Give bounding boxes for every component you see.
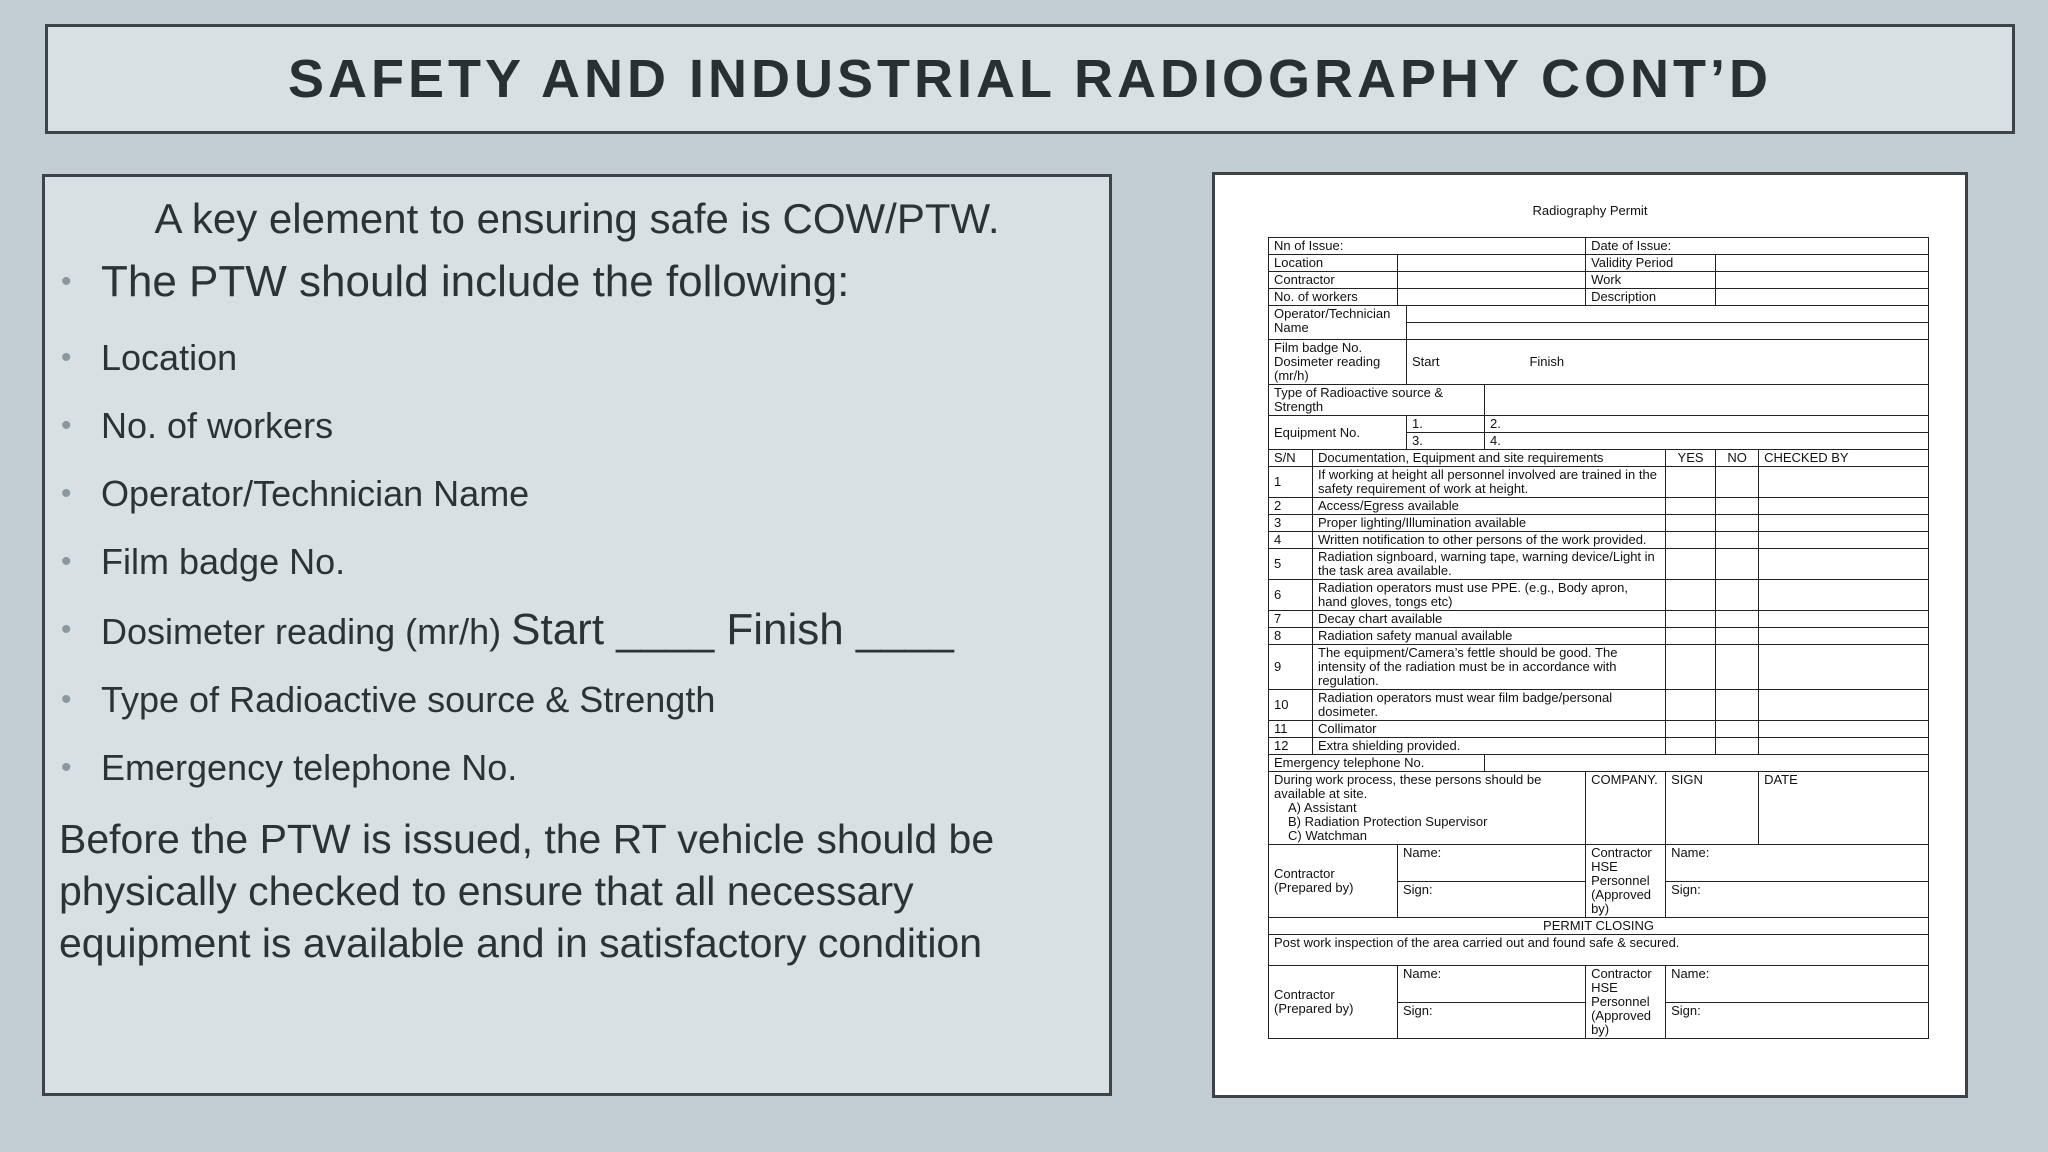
checked-by-cell [1759, 532, 1929, 549]
slide-title: SAFETY AND INDUSTRIAL RADIOGRAPHY CONT’D [287, 49, 1773, 109]
checked-by-cell [1759, 498, 1929, 515]
bullet-text: Film badge No. [101, 541, 346, 582]
emergency-value [1485, 755, 1929, 772]
no-cell [1716, 515, 1759, 532]
table-row [1269, 498, 1929, 515]
checked-by-cell [1759, 738, 1929, 755]
yes-cell [1666, 467, 1716, 498]
operator-value-2 [1407, 323, 1929, 340]
bullet-item [59, 337, 1095, 379]
name-label-2: Name: [1398, 966, 1586, 1003]
no-cell [1716, 738, 1759, 755]
table-row [1269, 255, 1929, 272]
table-row [1269, 935, 1929, 966]
yes-cell [1666, 498, 1716, 515]
item-text: Written notification to other persons of the work provided. [1313, 532, 1666, 549]
col-no-header: NO [1716, 450, 1759, 467]
item-text: The equipment/Camera’s fettle should be good. The intensity of the radiation must be in accordance with regulation. [1313, 645, 1666, 690]
no-cell [1716, 532, 1759, 549]
item-sn: 8 [1269, 628, 1313, 645]
bullet-item [59, 473, 1095, 515]
table-row [1269, 549, 1929, 580]
yes-cell [1666, 738, 1716, 755]
item-sn: 1 [1269, 467, 1313, 498]
item-text: Radiation signboard, warning tape, warning device/Light in the task area available. [1313, 549, 1666, 580]
yes-cell [1666, 515, 1716, 532]
dosimeter-start-finish: Start ____ Finish ____ [511, 605, 954, 654]
table-row [1269, 628, 1929, 645]
description-value [1716, 289, 1929, 306]
yes-cell [1666, 532, 1716, 549]
checked-by-cell [1759, 690, 1929, 721]
bullet-text: Type of Radioactive source & Strength [101, 679, 716, 720]
bullet-dot-icon: • [61, 613, 72, 646]
table-row [1269, 918, 1929, 935]
table-row [1269, 966, 1929, 1003]
hse-sign-label: Sign: [1666, 881, 1929, 918]
table-row [1269, 532, 1929, 549]
bullet-dot-icon: • [61, 477, 72, 510]
no-cell [1716, 498, 1759, 515]
equipment-4: 4. [1485, 433, 1929, 450]
col-sn-header: S/N [1269, 450, 1313, 467]
bullet-dot-icon: • [61, 409, 72, 442]
yes-cell [1666, 645, 1716, 690]
yes-cell [1666, 611, 1716, 628]
emergency-label: Emergency telephone No. [1269, 755, 1485, 772]
table-row [1269, 738, 1929, 755]
item-sn: 5 [1269, 549, 1313, 580]
no-of-workers-value [1398, 289, 1586, 306]
operator-value [1407, 306, 1929, 323]
permit-title: Radiography Permit [1532, 203, 1648, 218]
work-label: Work [1586, 272, 1716, 289]
bullet-text: Operator/Technician Name [101, 473, 530, 514]
description-label: Description [1586, 289, 1716, 306]
checked-by-cell [1759, 611, 1929, 628]
yes-cell [1666, 580, 1716, 611]
col-doc-header: Documentation, Equipment and site requirements [1313, 450, 1666, 467]
sign-col: SIGN [1666, 772, 1759, 845]
bullet-item [59, 679, 1095, 721]
item-text: Radiation operators must wear film badge/personal dosimeter. [1313, 690, 1666, 721]
item-text: Radiation operators must use PPE. (e.g., Body apron, hand gloves, tongs etc) [1313, 580, 1666, 611]
company-col: COMPANY. [1586, 772, 1666, 845]
permit-form-image [1212, 172, 1968, 1098]
table-row [1269, 611, 1929, 628]
bullet-item [59, 541, 1095, 583]
bullet-item [59, 405, 1095, 447]
nn-of-issue-cell: Nn of Issue: [1269, 238, 1586, 255]
table-row [1269, 645, 1929, 690]
table-row [1269, 289, 1929, 306]
table-row [1269, 238, 1929, 255]
sign-label-2: Sign: [1398, 1002, 1586, 1039]
table-row [1269, 272, 1929, 289]
bullet-dot-icon: • [61, 341, 72, 374]
item-sn: 2 [1269, 498, 1313, 515]
item-text: Extra shielding provided. [1313, 738, 1666, 755]
no-cell [1716, 549, 1759, 580]
table-row [1269, 467, 1929, 498]
date-of-issue-cell: Date of Issue: [1586, 238, 1929, 255]
no-cell [1716, 690, 1759, 721]
table-row [1269, 340, 1929, 385]
hse-sign-label-2: Sign: [1666, 1002, 1929, 1039]
equipment-no-label: Equipment No. [1269, 416, 1407, 450]
item-text: Radiation safety manual available [1313, 628, 1666, 645]
work-value [1716, 272, 1929, 289]
no-cell [1716, 721, 1759, 738]
item-text: Access/Egress available [1313, 498, 1666, 515]
bullet-dot-icon: • [61, 545, 72, 578]
source-type-label: Type of Radioactive source & Strength [1269, 385, 1485, 416]
table-row [1269, 845, 1929, 882]
validity-period-value [1716, 255, 1929, 272]
bullet-text: Location [101, 337, 238, 378]
table-row [1269, 416, 1929, 433]
location-value [1398, 255, 1586, 272]
bullet-list [59, 257, 1095, 789]
item-sn: 4 [1269, 532, 1313, 549]
content-panel [42, 174, 1112, 1096]
hse-approved-label-2: Contractor HSE Personnel (Approved by) [1586, 966, 1666, 1039]
checked-by-cell [1759, 549, 1929, 580]
bullet-dot-icon: • [61, 265, 72, 298]
location-label: Location [1269, 255, 1398, 272]
item-sn: 10 [1269, 690, 1313, 721]
table-row [1269, 580, 1929, 611]
hse-approved-label: Contractor HSE Personnel (Approved by) [1586, 845, 1666, 918]
bullet-text: No. of workers [101, 405, 334, 446]
col-checked-header: CHECKED BY [1759, 450, 1929, 467]
checked-by-cell [1759, 628, 1929, 645]
permit-closing-header: PERMIT CLOSING [1269, 918, 1929, 935]
item-sn: 9 [1269, 645, 1313, 690]
no-cell [1716, 467, 1759, 498]
equipment-1: 1. [1407, 416, 1485, 433]
col-yes-header: YES [1666, 450, 1716, 467]
checked-by-cell [1759, 515, 1929, 532]
date-col: DATE [1759, 772, 1929, 845]
closing-paragraph: Before the PTW is issued, the RT vehicle should be physically checked to ensure that all necessary equipment is available and in satisfactory condition [59, 816, 995, 966]
no-cell [1716, 580, 1759, 611]
bullet-dot-icon: • [61, 751, 72, 784]
dosimeter-value: Start Finish [1407, 340, 1929, 385]
contractor-label: Contractor [1269, 272, 1398, 289]
item-sn: 7 [1269, 611, 1313, 628]
hse-name-label: Name: [1666, 845, 1929, 882]
item-text: Proper lighting/Illumination available [1313, 515, 1666, 532]
table-row [1269, 515, 1929, 532]
no-of-workers-label: No. of workers [1269, 289, 1398, 306]
intro-text: A key element to ensuring safe is COW/PTW. [154, 195, 1000, 242]
post-work-cell: Post work inspection of the area carried out and found safe & secured. [1269, 935, 1929, 966]
bullet-text: Emergency telephone No. [101, 747, 518, 788]
yes-cell [1666, 690, 1716, 721]
table-row [1269, 385, 1929, 416]
yes-cell [1666, 549, 1716, 580]
checked-by-cell [1759, 645, 1929, 690]
no-cell [1716, 611, 1759, 628]
hse-name-label-2: Name: [1666, 966, 1929, 1003]
dosimeter-label: Film badge No. Dosimeter reading (mr/h) [1269, 340, 1407, 385]
no-cell [1716, 628, 1759, 645]
permit-table [1268, 237, 1929, 1039]
table-row [1269, 450, 1929, 467]
bullet-text: Dosimeter reading (mr/h) [101, 611, 502, 652]
sign-label: Sign: [1398, 881, 1586, 918]
slide-title-box [45, 24, 2015, 134]
item-text: Decay chart available [1313, 611, 1666, 628]
contractor-prepared-label-2: Contractor (Prepared by) [1269, 966, 1398, 1039]
yes-cell [1666, 628, 1716, 645]
operator-label: Operator/Technician Name [1269, 306, 1407, 340]
item-sn: 3 [1269, 515, 1313, 532]
no-cell [1716, 645, 1759, 690]
bullet-item [59, 605, 1095, 654]
during-work-cell: During work process, these persons should be available at site. A) Assistant B) Radiation Protection Supervisor C) Watchman [1269, 772, 1586, 845]
validity-period-label: Validity Period [1586, 255, 1716, 272]
checked-by-cell [1759, 467, 1929, 498]
checked-by-cell [1759, 721, 1929, 738]
source-type-value [1485, 385, 1929, 416]
table-row [1269, 306, 1929, 323]
bullet-item [59, 257, 1095, 307]
bullet-dot-icon: • [61, 683, 72, 716]
item-sn: 12 [1269, 738, 1313, 755]
checked-by-cell [1759, 580, 1929, 611]
bullet-text: The PTW should include the following: [101, 257, 850, 306]
item-sn: 6 [1269, 580, 1313, 611]
table-row [1269, 690, 1929, 721]
contractor-prepared-label: Contractor (Prepared by) [1269, 845, 1398, 918]
table-row [1269, 772, 1929, 845]
item-text: Collimator [1313, 721, 1666, 738]
equipment-3: 3. [1407, 433, 1485, 450]
equipment-2: 2. [1485, 416, 1929, 433]
item-text: If working at height all personnel involved are trained in the safety requirement of work at height. [1313, 467, 1666, 498]
name-label: Name: [1398, 845, 1586, 882]
yes-cell [1666, 721, 1716, 738]
item-sn: 11 [1269, 721, 1313, 738]
bullet-item [59, 747, 1095, 789]
contractor-value [1398, 272, 1586, 289]
table-row [1269, 755, 1929, 772]
table-row [1269, 721, 1929, 738]
